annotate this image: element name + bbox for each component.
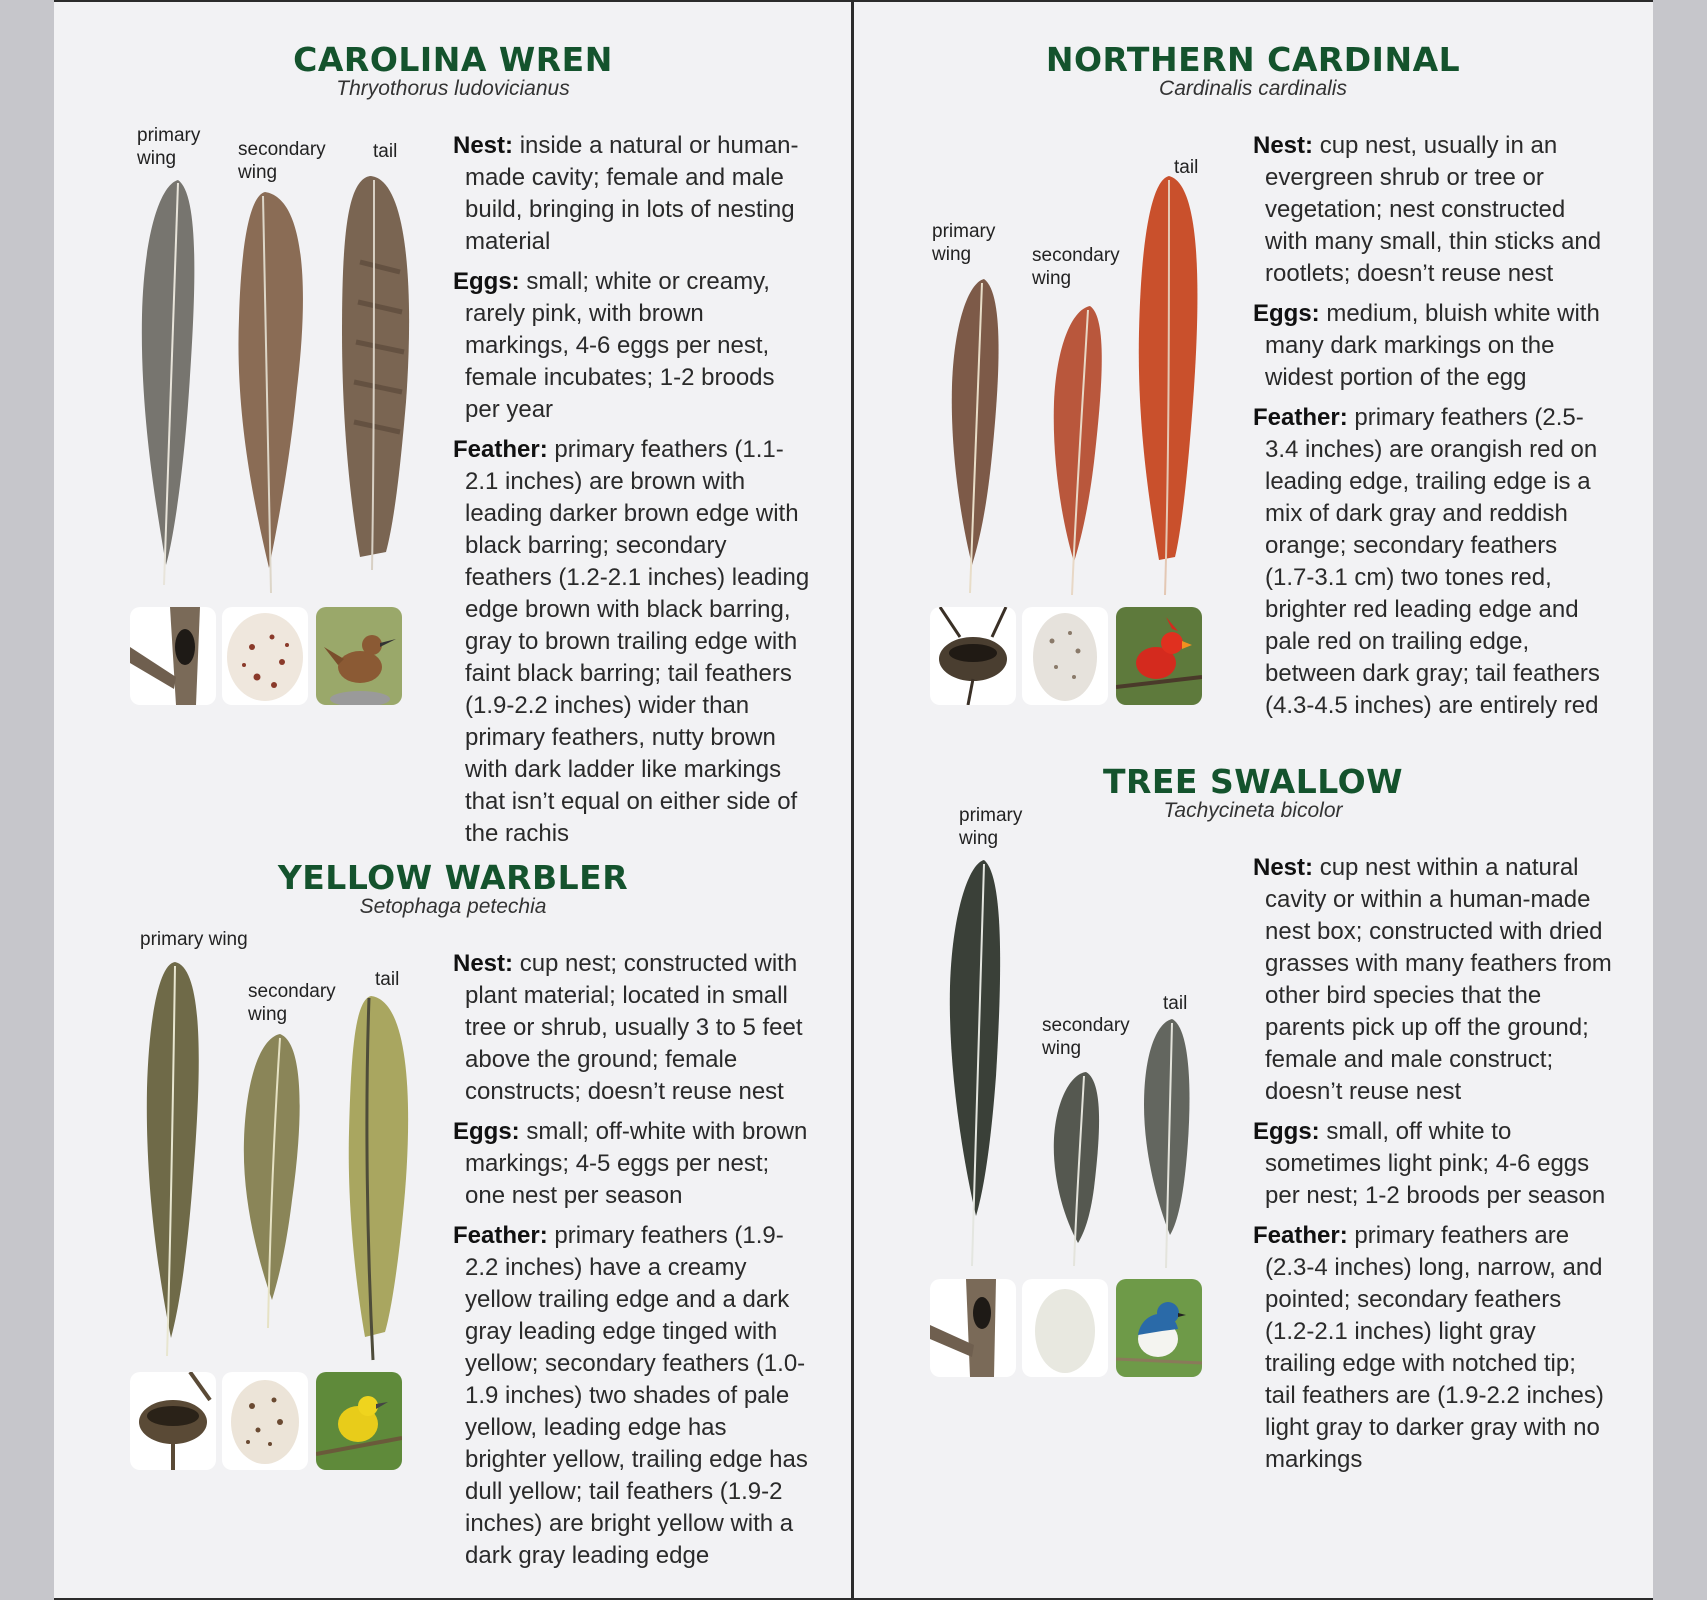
nest-photo: [130, 1372, 216, 1470]
nest-heading: Nest:: [453, 950, 514, 977]
secondary-wing-label: secondary wing: [1032, 245, 1120, 289]
eggs-heading: Eggs:: [453, 1118, 520, 1145]
scientific-name: Tachycineta bicolor: [1163, 799, 1343, 822]
nest-info: [1253, 130, 1613, 290]
secondary-wing-label: secondary wing: [1042, 1015, 1130, 1059]
scientific-name: Cardinalis cardinalis: [1159, 77, 1347, 100]
nest-text: inside a natural or human-made cavity; female and male build, bringing in lots of nesting material: [465, 132, 799, 255]
secondary-feather-image: [230, 1030, 310, 1330]
eggs-info: [1253, 1116, 1613, 1212]
feather-text: primary feathers (2.5-3.4 inches) are orangish red on leading edge, trailing edge is a mix of dark gray and reddish orange; secondary feathers (1.7-3.1 cm) two tones red, brighter red leading edge and pale red on trailing edge, between dark gray; tail feathers (4.3-4.5 inches) are entirely red: [1265, 404, 1600, 719]
eggs-text: small, off white to sometimes light pink; 4-6 eggs per nest; 1-2 broods per season: [1265, 1118, 1606, 1209]
eggs-info: [453, 1116, 813, 1212]
nest-text: cup nest within a natural cavity or within a human-made nest box; constructed with dried grasses with many feathers from other bird species that the parents pick up off the ground; female and male construct; doesn’t reuse nest: [1265, 854, 1612, 1105]
right-page-edge: [1653, 0, 1707, 1600]
tail-feather-image: [330, 172, 415, 572]
egg-photo: [222, 1372, 308, 1470]
nest-cavity-photo: [930, 1279, 1016, 1377]
secondary-wing-label: secondary wing: [238, 139, 326, 183]
species-title: CAROLINA WREN: [293, 40, 613, 79]
bird-photo: [316, 1372, 402, 1470]
nest-info: [453, 130, 813, 258]
feather-info: [1253, 402, 1613, 722]
nest-info: [1253, 852, 1613, 1108]
tail-label: tail: [1163, 993, 1188, 1014]
species-description: [453, 948, 813, 1580]
tail-feather-image: [1130, 1015, 1200, 1270]
tail-feather-image: [335, 992, 415, 1362]
egg-photo: [222, 607, 308, 705]
primary-wing-label: primary wing: [140, 929, 248, 950]
eggs-info: [1253, 298, 1613, 394]
nest-photo: [130, 607, 216, 705]
species-description: [1253, 852, 1613, 1484]
nest-info: [453, 948, 813, 1108]
eggs-heading: Eggs:: [1253, 300, 1320, 327]
nest-heading: Nest:: [1253, 854, 1314, 881]
tail-label: tail: [373, 141, 398, 162]
feather-info: [453, 434, 813, 850]
bird-photo: [1116, 607, 1202, 705]
feather-text: primary feathers (1.1-2.1 inches) are brown with leading darker brown edge with black barring; secondary feathers (1.2-2.1 inches) leading edge brown with black barring, gray to brown trailing edge with faint black barring; tail feathers (1.9-2.2 inches) wider than primary feathers, nutty brown with dark ladder like markings that isn’t equal on either side of the rachis: [465, 436, 810, 847]
primary-wing-label: primary wing: [932, 221, 996, 265]
eggs-heading: Eggs:: [1253, 1118, 1320, 1145]
feather-info: [453, 1220, 813, 1572]
species-title: YELLOW WARBLER: [277, 858, 629, 897]
species-description: [1253, 130, 1613, 730]
bird-photo: [316, 607, 402, 705]
eggs-info: [453, 266, 813, 426]
secondary-feather-image: [225, 188, 315, 598]
nest-text: cup nest, usually in an evergreen shrub or tree or vegetation; nest constructed with many small, thin sticks and rootlets; doesn’t reuse nest: [1265, 132, 1602, 287]
primary-feather-image: [940, 275, 1010, 595]
secondary-feather-image: [1040, 1068, 1110, 1268]
eggs-text: medium, bluish white with many dark markings on the widest portion of the egg: [1265, 300, 1600, 391]
feather-info: [1253, 1220, 1613, 1476]
egg-photo: [1022, 1279, 1108, 1377]
secondary-feather-image: [1040, 302, 1110, 597]
book-spine: [851, 0, 853, 1600]
tail-feather-image: [1125, 172, 1205, 597]
species-title: NORTHERN CARDINAL: [1045, 40, 1461, 79]
feather-heading: Feather:: [1253, 404, 1348, 431]
egg-photo: [1022, 607, 1108, 705]
tail-label: tail: [375, 969, 400, 990]
scientific-name: Thryothorus ludovicianus: [336, 77, 570, 100]
eggs-heading: Eggs:: [453, 268, 520, 295]
species-description: [453, 130, 813, 858]
left-page-edge: [0, 0, 54, 1600]
nest-photo: [930, 607, 1016, 705]
primary-feather-image: [135, 958, 215, 1358]
feather-text: primary feathers (1.9-2.2 inches) have a creamy yellow trailing edge and a dark gray leading edge tinged with yellow; secondary feathers (1.0-1.9 inches) two shades of pale yellow, leading edge has brighter yellow, trailing edge has dull yellow; tail feathers (1.9-2 inches) are bright yellow with a dark gray leading edge: [465, 1222, 808, 1569]
primary-feather-image: [130, 175, 210, 595]
feather-text: primary feathers are (2.3-4 inches) long, narrow, and pointed; secondary feathers (1.2-2.1 inches) light gray trailing edge with notched tip; tail feathers are (1.9-2.2 inches) light gray to darker gray with no markings: [1265, 1222, 1604, 1473]
eggs-text: small; white or creamy, rarely pink, with brown markings, 4-6 eggs per nest, female incubates; 1-2 broods per year: [465, 268, 775, 423]
secondary-wing-label: secondary wing: [248, 981, 336, 1025]
scientific-name: Setophaga petechia: [359, 895, 547, 918]
nest-heading: Nest:: [1253, 132, 1314, 159]
primary-wing-label: primary wing: [959, 805, 1023, 849]
feather-heading: Feather:: [453, 436, 548, 463]
tail-label: tail: [1174, 157, 1199, 178]
feather-heading: Feather:: [1253, 1222, 1348, 1249]
eggs-text: small; off-white with brown markings; 4-5 eggs per nest; one nest per season: [465, 1118, 808, 1209]
nest-text: cup nest; constructed with plant material; located in small tree or shrub, usually 3 to 5 feet above the ground; female constructs; doesn’t reuse nest: [465, 950, 803, 1105]
bird-photo: [1116, 1279, 1202, 1377]
primary-feather-image: [938, 856, 1018, 1268]
feather-heading: Feather:: [453, 1222, 548, 1249]
primary-wing-label: primary wing: [137, 125, 201, 169]
species-title: TREE SWALLOW: [1102, 762, 1404, 801]
nest-heading: Nest:: [453, 132, 514, 159]
